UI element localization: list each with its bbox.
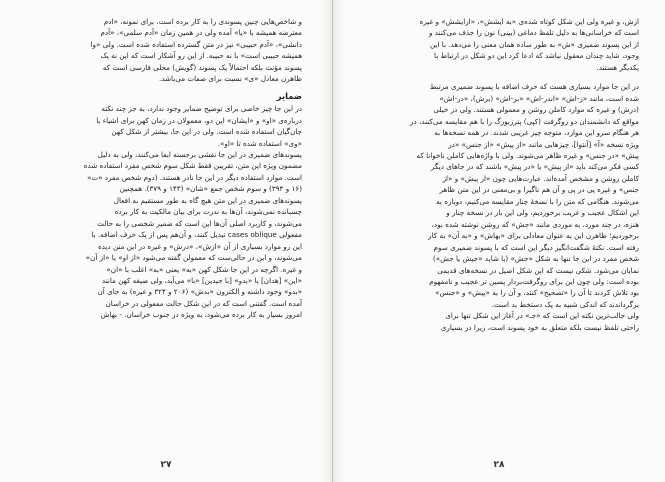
text-line: ازش، و غیره ولی این شکل کوتاه شده‌ی «به ایشش»، «ازایشش» و غیره — [419, 17, 639, 26]
text-line: پسوندهای ضمیری در این متن هیچ گاه به طور مستقیم به افعال — [113, 195, 302, 205]
text-line: مفعولی cases oblique تبدیل کنند، و آن‌هم پس از یک حرف اضافه. با — [91, 230, 302, 240]
text-line: می‌شوند. هنگامی که متن را با نسخهٔ چنار مقایسه می‌کنیم، دوباره به — [436, 196, 639, 206]
text-line: درباره‌ی «او» و «ایشان» این دو، معمولان در زمان کهن برای اشیاء یا — [96, 115, 302, 125]
text-line: برخوردیم؛ ظاهرن این به عنوان معادلی برای «بهاش» و «به آن» به کار — [428, 231, 639, 241]
text-line: بوده است: ولی چون این برای روگرفت‌بردار پسین تر عجیب و نامفهوم — [429, 276, 639, 286]
page-text — [24, 16, 302, 442]
text-line: پسوند مؤنث بلکه احتمالاً یک پسوند (گویش) محلی فارسی است که — [102, 62, 302, 72]
text-line: شخص مفرد در این جا تنها به شکل «جش» (با شاید «جیش یا جش») — [432, 254, 639, 264]
text-line: از این پسوند ضمیری «ش» به طور ساده همان معنی را می‌دهد. با این — [430, 39, 639, 49]
text-line: کاملن روشن و مشخص آمده‌اند. عبارت‌هایی چون «از پیش» و «از — [442, 173, 639, 183]
text-line: «وی» استفاده شده تا «او». — [217, 138, 302, 148]
text-line: امروز بسیار به کار برده می‌شود، به ویژه در جنوب خراسان. - بهاش — [100, 310, 302, 320]
text-line: ظاهرن معادل «ی» نسبت برای صفات می‌باشد. — [158, 74, 302, 84]
text-line: هنزه، در چند مورد، به موردی مانند «جش» که روشن نوشته شده بود، — [431, 219, 639, 229]
text-line: مواقع که دانشمندان دو روگرفت (کپی) پترزبورگ را با هم مقایسه می‌کنند، در — [410, 116, 639, 126]
text-line: برگرداندند که اندکی شبیه به یک دستخط بد است. — [491, 299, 639, 309]
page-number: ۲۸ — [493, 460, 505, 470]
text-line: (۱۶ و ۳۹۴) و سوم شخص جمع «شان» (۱۴۳ و ۳۷۹). همچنین — [119, 184, 302, 194]
page-right — [333, 0, 665, 482]
text-line: (درش) و غیره که موارد کاملن روشن و معمولی هستند. ولی در خیلی — [433, 105, 639, 115]
text-line: مضمون ویژه این متن، تقریبن فقط شکل سوم شخص مفرد استفاده شده — [83, 161, 302, 171]
text-line: می‌شوند، و این در حالی‌ست که معمولن گفته می‌شود «از او» یا «از آن» — [85, 253, 302, 263]
text-line: وجود، شاید چندان معقول نباشد که ادعا کرد این دو شکل در ارتباط با — [434, 51, 639, 61]
text-line: جنس» و غیره پی در پی و آن هم ناگیرا و بی‌معنی در این متن ظاهر — [439, 185, 639, 195]
text-line: پسوندهای ضمیری در این جا نقشی برجسته ایفا می‌کنند، ولی به دلیل — [97, 149, 302, 159]
text-line: چسبانده نمی‌شوند، آن‌ها به ندرت برای بیان مالکیت به کار برده — [114, 207, 302, 217]
text-line: «این» [هدان] یا «بدو» [با جیدین] «با» می‌آید، ولی صیغه کهن مانند — [101, 275, 302, 285]
text-line: معترضه همیشه با «یا» آمده ولی در همین زمان «آدم سلمی»، «آدم — [100, 28, 302, 38]
text-line: ویژه نسخه «آ» [آنتوا]، چیزهایی مانند «از پیش» «از جنس» «در — [448, 139, 639, 149]
text-line: ولی جالب‌ترین نکته این است که «جـ» در آغاز این شکل تنها برای — [445, 311, 639, 321]
text-line: کسی فکر می‌کند باید «از پیش» یا «در پیش» باشند که در جاهای دیگر — [430, 162, 639, 172]
text-line: و شاخص‌هایی چنین پسوندی را به کار برده است. برای نمونه، «ادم — [103, 17, 302, 26]
text-line: و غیره. اگرچه در این جا شکل کهن «به» یعنی «به» اغلب با «ان» — [106, 264, 302, 274]
text-line: در این جا چیز خاصی برای توضیح ضمایر وجود ندارد، به جز چند نکته — [101, 104, 302, 114]
text-line: می‌شوند، و کاربرد اصلی آن‌ها این است که ضمیر شخصی را به حالت — [97, 218, 302, 228]
text-line: شده است، مانند «ز-اش» «اندر-اش» «بر-اش» (برش)، «در-اش» — [439, 93, 639, 103]
text-line: در این جا موارد بسیاری هست که حرف اضافه با پسوند ضمیری مرتبط — [429, 82, 639, 92]
page-text — [353, 16, 639, 442]
text-line: راحتی تلفظ نیست بلکه متعلق به خود پسوند است، زیرا در بسیاری — [440, 322, 639, 332]
text-line: آمده است. گفتنی است که در این شکل حالت مفعولی در خراسان — [105, 298, 302, 308]
text-line: است که خراسانی‌ها به دلیل تلفظ دماغی (بینی) نون را حذف می‌کنند و — [429, 28, 639, 38]
section-heading: ضمایر — [276, 90, 302, 101]
text-line: دانشی»، «آدم حبیبی» نیز در متن گسترده استفاده شده است. ولی «وا — [90, 39, 302, 49]
text-line: همیشه حبیبی است» با نه حبیبه. از این رو آشکار است که این نه یک — [100, 51, 302, 61]
paragraph-gap — [353, 73, 639, 81]
text-line: جان‌گیان استفاده شده است. ولی در این جا، بیشتر از شکل کهن — [111, 127, 302, 137]
text-line: هر هنگام سرو این موارد، متوجه چیز غریبی شدند. در همه نسخه‌ها به — [434, 128, 639, 138]
page-number: ۲۷ — [160, 460, 172, 470]
text-line: این رو موارد بسیاری از آن «ازش»، «درش» و غیره در این متن دیده — [97, 241, 302, 251]
text-line: «بدو» وجود داشته و الکترون «بدش» (۲۰۶ و ۳۲۴ و غیره) به جای آن — [97, 287, 302, 297]
text-line: این اشکال عجیب و غریب برخوردیم، ولی این بار در نسخه چنار و — [446, 208, 639, 218]
text-line: یکدیگر هستند. — [596, 62, 639, 72]
text-line: بود تلاش کردند تا آن را «تصحیح» کنند، و آن را به «پیش» و «جنس» — [435, 288, 639, 298]
text-line: نمایان می‌شود. شکی نیست که این شکل اصیل در نسخه‌های قدیمی — [437, 265, 639, 275]
text-line: رفته است. نکتهٔ شگفت‌انگیز دیگر این است که با پسوند ضمیری سوم — [433, 242, 639, 252]
text-line: پیش» «در جنس» و غیره ظاهر می‌شوند. ولی با واژه‌هایی کاملن ناخوانا که — [416, 150, 639, 160]
text-line: است. موارد استفاده دیگر در این جا نادر هستند. (دوم شخص مفرد «ت» — [87, 172, 302, 182]
